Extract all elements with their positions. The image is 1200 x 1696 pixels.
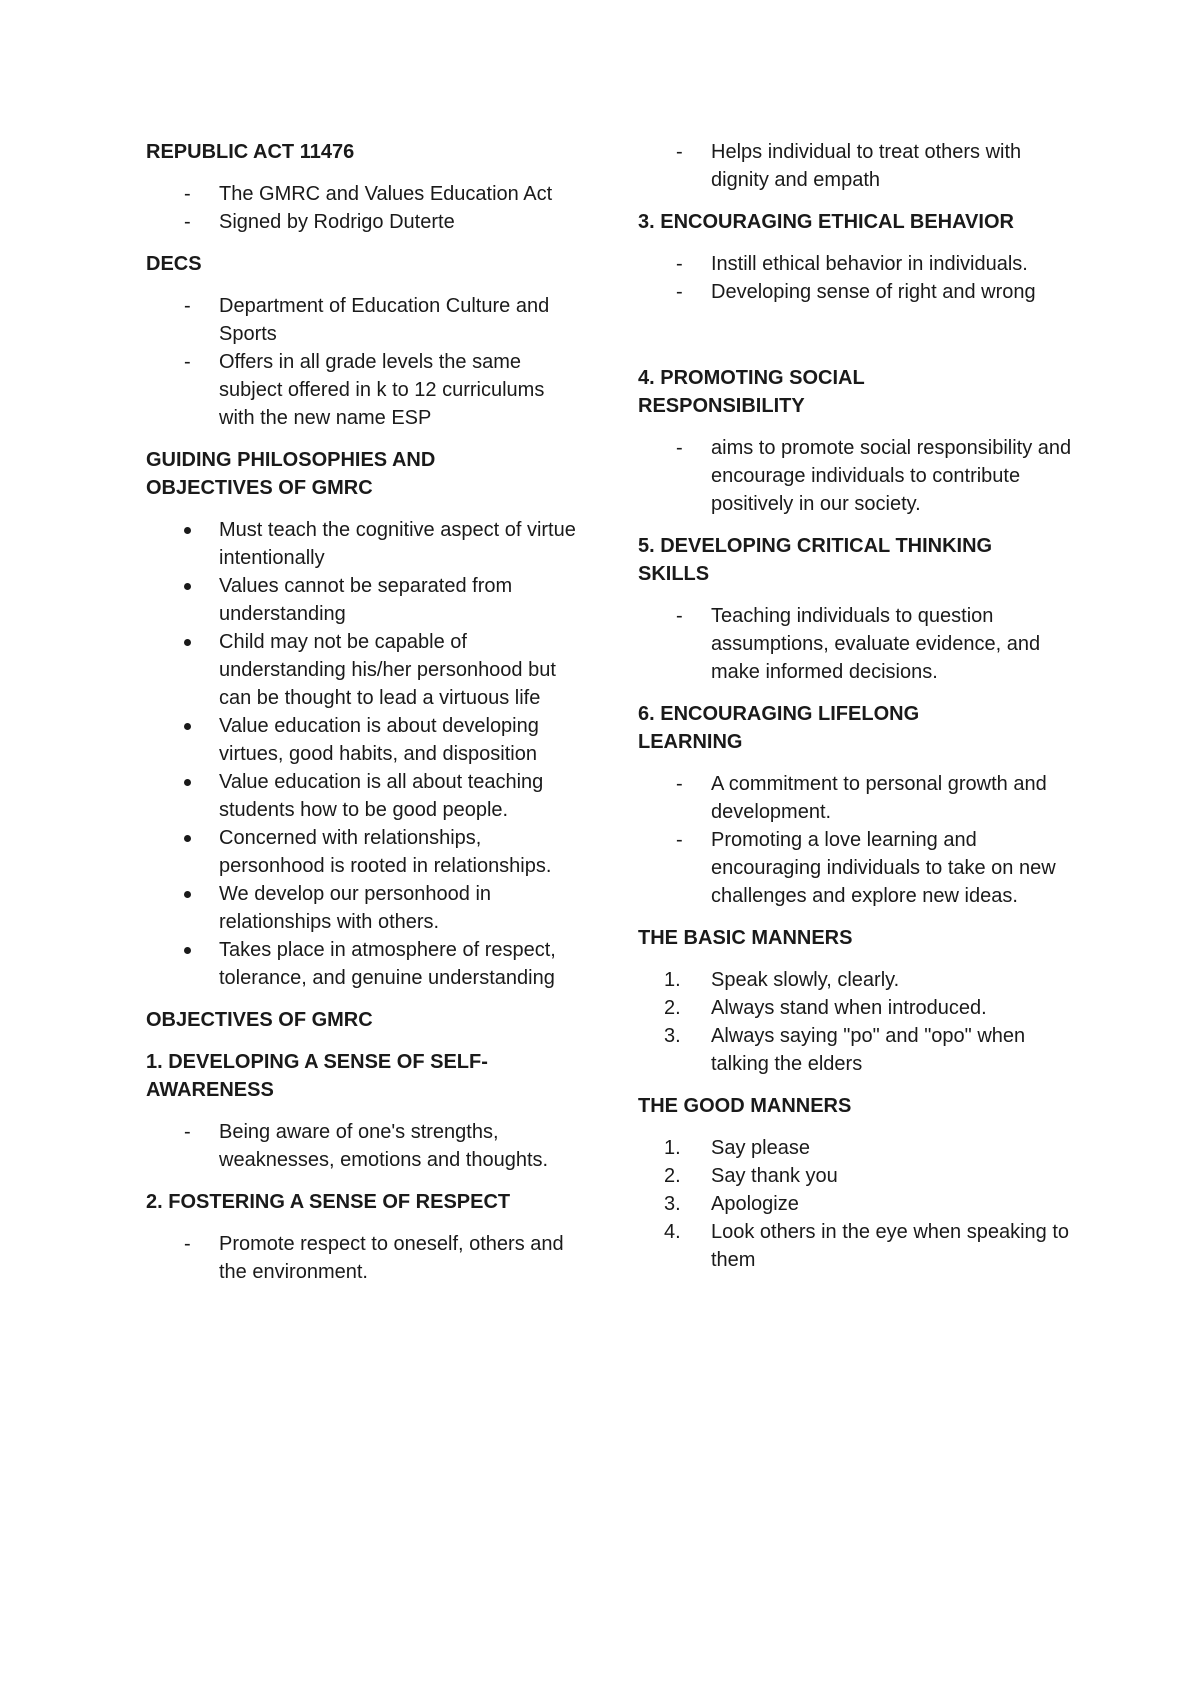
- list-item-text: Always saying "po" and "opo" when talking the elders: [711, 1025, 1026, 1075]
- dash-marker: -: [184, 295, 191, 317]
- list-item: [638, 250, 1078, 278]
- section-heading-decs: DECS: [146, 253, 202, 275]
- objective-2-continued-list: [638, 138, 1078, 194]
- list-item: [638, 138, 1078, 194]
- list-item-text: Say please: [711, 1137, 810, 1159]
- list-number: 1.: [664, 969, 681, 991]
- list-item-text: Values cannot be separated from understanding: [219, 575, 513, 625]
- list-item-text: Say thank you: [711, 1165, 838, 1187]
- list-item-text: A commitment to personal growth and development.: [711, 773, 1047, 823]
- bullet-icon: [184, 628, 214, 646]
- list-item: [146, 208, 576, 236]
- list-item: [638, 434, 1078, 518]
- list-item-text: Promoting a love learning and encouraging individuals to take on new challenges and explore new ideas.: [711, 829, 1056, 907]
- list-item-text: Value education is all about teaching students how to be good people.: [219, 771, 544, 821]
- spacer: [638, 320, 1078, 364]
- list-item-text: Promote respect to oneself, others and the environment.: [219, 1233, 564, 1283]
- list-item-text: Must teach the cognitive aspect of virtue intentionally: [219, 519, 576, 569]
- dash-marker: -: [676, 829, 683, 851]
- list-item-text: Speak slowly, clearly.: [711, 969, 900, 991]
- section-heading-objective-2: 2. FOSTERING A SENSE OF RESPECT: [146, 1191, 511, 1213]
- list-item: [146, 880, 576, 936]
- list-number: 2.: [664, 997, 681, 1019]
- objective-4-list: [638, 434, 1078, 518]
- section-heading-objective-4: 4. PROMOTING SOCIAL RESPONSIBILITY: [638, 367, 865, 417]
- good-manners-list: [638, 1134, 1078, 1274]
- list-item-text: Takes place in atmosphere of respect, tolerance, and genuine understanding: [219, 939, 556, 989]
- list-item: [638, 1190, 1078, 1218]
- basic-manners-list: [638, 966, 1078, 1078]
- objective-5-list: [638, 602, 1078, 686]
- dash-marker: -: [676, 141, 683, 163]
- list-item: [638, 1162, 1078, 1190]
- bullet-icon: [184, 712, 214, 730]
- section-heading-objectives: OBJECTIVES OF GMRC: [146, 1009, 373, 1031]
- section-heading-objective-3: 3. ENCOURAGING ETHICAL BEHAVIOR: [638, 211, 1014, 233]
- section-heading-objective-5: 5. DEVELOPING CRITICAL THINKING SKILLS: [638, 535, 993, 585]
- bullet-icon: [184, 936, 214, 954]
- bullet-icon: [184, 880, 214, 898]
- list-item: [146, 936, 576, 992]
- objective-1-list: [146, 1118, 576, 1174]
- dash-marker: -: [676, 253, 683, 275]
- list-item-text: Look others in the eye when speaking to them: [711, 1221, 1070, 1271]
- bullet-icon: [184, 768, 214, 786]
- dash-marker: -: [184, 1233, 191, 1255]
- list-number: 1.: [664, 1137, 681, 1159]
- list-item: [146, 292, 576, 348]
- dash-marker: -: [184, 211, 191, 233]
- list-item: [638, 770, 1078, 826]
- right-column: [638, 138, 1078, 1288]
- list-item: [146, 768, 576, 824]
- list-item-text: Concerned with relationships, personhood is rooted in relationships.: [219, 827, 552, 877]
- decs-list: [146, 292, 576, 432]
- section-heading-objective-6: 6. ENCOURAGING LIFELONG LEARNING: [638, 703, 920, 753]
- republic-act-list: [146, 180, 576, 236]
- list-item-text: Department of Education Culture and Sports: [219, 295, 550, 345]
- list-item: [638, 278, 1078, 306]
- list-item: [638, 826, 1078, 910]
- list-number: 2.: [664, 1165, 681, 1187]
- list-item: [146, 1118, 576, 1174]
- list-item-text: Value education is about developing virtues, good habits, and disposition: [219, 715, 539, 765]
- dash-marker: -: [676, 605, 683, 627]
- list-item: [638, 994, 1078, 1022]
- list-item: [146, 516, 576, 572]
- list-item: [638, 966, 1078, 994]
- list-item-text: Teaching individuals to question assumptions, evaluate evidence, and make informed decisions.: [711, 605, 1041, 683]
- list-item: [146, 348, 576, 432]
- section-heading-objective-1: 1. DEVELOPING A SENSE OF SELF- AWARENESS: [146, 1051, 488, 1101]
- list-item-text: The GMRC and Values Education Act: [219, 183, 553, 205]
- list-item: [638, 1134, 1078, 1162]
- section-heading-guiding-philosophies: GUIDING PHILOSOPHIES AND OBJECTIVES OF GMRC: [146, 449, 436, 499]
- bullet-icon: [184, 516, 214, 534]
- dash-marker: -: [676, 437, 683, 459]
- list-item: [146, 712, 576, 768]
- list-item-text: Signed by Rodrigo Duterte: [219, 211, 455, 233]
- section-heading-republic-act: REPUBLIC ACT 11476: [146, 141, 355, 163]
- left-column: [146, 138, 576, 1300]
- list-item-text: Offers in all grade levels the same subject offered in k to 12 curriculums with the new name ESP: [219, 351, 545, 429]
- dash-marker: -: [184, 1121, 191, 1143]
- objective-6-list: [638, 770, 1078, 910]
- guiding-philosophies-list: [146, 516, 576, 992]
- list-item: [638, 1218, 1078, 1274]
- objective-3-list: [638, 250, 1078, 306]
- list-item-text: aims to promote social responsibility and encourage individuals to contribute positively in our society.: [711, 437, 1072, 515]
- list-item-text: Always stand when introduced.: [711, 997, 987, 1019]
- list-item: [638, 602, 1078, 686]
- bullet-icon: [184, 824, 214, 842]
- list-item: [146, 572, 576, 628]
- section-heading-good-manners: THE GOOD MANNERS: [638, 1095, 852, 1117]
- list-item: [146, 628, 576, 712]
- dash-marker: -: [184, 351, 191, 373]
- list-item-text: Developing sense of right and wrong: [711, 281, 1036, 303]
- list-item: [146, 180, 576, 208]
- list-item-text: We develop our personhood in relationships with others.: [219, 883, 492, 933]
- list-item-text: Helps individual to treat others with dignity and empath: [711, 141, 1022, 191]
- list-item: [146, 824, 576, 880]
- list-item-text: Instill ethical behavior in individuals.: [711, 253, 1028, 275]
- list-item-text: Apologize: [711, 1193, 799, 1215]
- bullet-icon: [184, 572, 214, 590]
- objective-2-list: [146, 1230, 576, 1286]
- list-number: 3.: [664, 1193, 681, 1215]
- list-number: 4.: [664, 1221, 681, 1243]
- dash-marker: -: [676, 281, 683, 303]
- list-item: [146, 1230, 576, 1286]
- dash-marker: -: [184, 183, 191, 205]
- dash-marker: -: [676, 773, 683, 795]
- list-item: [638, 1022, 1078, 1078]
- section-heading-basic-manners: THE BASIC MANNERS: [638, 927, 853, 949]
- list-item-text: Being aware of one's strengths, weaknesses, emotions and thoughts.: [219, 1121, 549, 1171]
- list-item-text: Child may not be capable of understanding his/her personhood but can be thought to lead a virtuous life: [219, 631, 556, 709]
- list-number: 3.: [664, 1025, 681, 1047]
